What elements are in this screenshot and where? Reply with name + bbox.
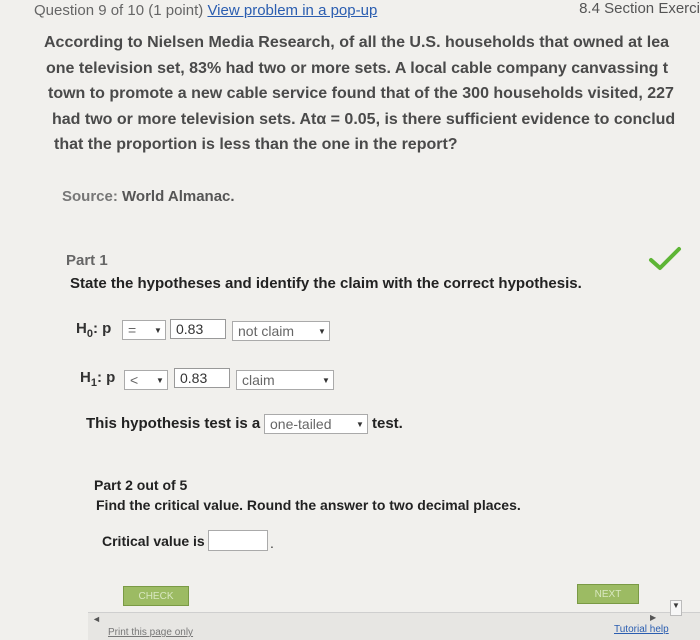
- question-info: Question 9 of 10 (1 point): [34, 2, 204, 19]
- h1-label: $H_1$: p: [80, 369, 116, 389]
- tutorial-link[interactable]: Tutorial help: [614, 624, 669, 635]
- problem-line: had two or more television sets. Atα = 0.05, is there sufficient evidence to conclud: [52, 110, 676, 128]
- correct-check-icon: [648, 246, 682, 277]
- problem-line: one television set, 83% had two or more sets. A local cable company canvassing t: [46, 59, 669, 77]
- test-type-select[interactable]: one-tailed ▼: [264, 414, 368, 434]
- popup-link[interactable]: View problem in a pop-up: [207, 2, 378, 19]
- period: .: [270, 535, 274, 551]
- h0-value-field[interactable]: 0.83: [170, 319, 226, 339]
- scroll-left-icon[interactable]: ◄: [92, 614, 101, 624]
- part2-title: Part 2 out of 5: [94, 477, 188, 493]
- problem-text: [44, 30, 700, 158]
- scroll-down-icon[interactable]: ▼: [670, 600, 682, 616]
- source-value: World Almanac.: [122, 188, 235, 205]
- chevron-down-icon: ▼: [322, 375, 330, 385]
- question-header: [34, 2, 377, 19]
- chevron-down-icon: ▼: [356, 419, 364, 429]
- check-button[interactable]: CHECK: [123, 586, 189, 606]
- test-suffix: test.: [372, 415, 403, 432]
- problem-line: town to promote a new cable service found that of the 300 households visited, 227: [48, 85, 674, 102]
- part1-question: State the hypotheses and identify the claim with the correct hypothesis.: [70, 275, 582, 292]
- chevron-down-icon: ▼: [154, 325, 162, 335]
- h0-operator-select[interactable]: = ▼: [122, 320, 166, 340]
- problem-line: According to Nielsen Media Research, of all the U.S. households that owned at lea: [44, 34, 670, 51]
- source-label: Source:: [62, 188, 118, 205]
- h1-value-field[interactable]: 0.83: [174, 368, 230, 388]
- test-type-line: This hypothesis test is a: [86, 415, 261, 432]
- critical-value-input[interactable]: [208, 530, 268, 551]
- play-icon[interactable]: ▶: [650, 613, 657, 622]
- h0-label: $H_0$: p: [76, 320, 112, 340]
- h0-claim-select[interactable]: not claim ▼: [232, 321, 330, 341]
- h1-operator-select[interactable]: < ▼: [124, 370, 168, 390]
- part2-question: Find the critical value. Round the answer to two decimal places.: [96, 497, 521, 513]
- next-button[interactable]: NEXT: [577, 584, 639, 604]
- chevron-down-icon: ▼: [156, 375, 164, 385]
- section-title: 8.4 Section Exerci: [579, 0, 700, 17]
- print-link[interactable]: Print this page only: [108, 627, 194, 638]
- problem-line: that the proportion is less than the one in the report?: [54, 136, 458, 153]
- source-line: [62, 188, 235, 205]
- h1-claim-select[interactable]: claim ▼: [236, 370, 334, 390]
- part1-title: Part 1: [66, 252, 108, 269]
- chevron-down-icon: ▼: [318, 326, 326, 336]
- critical-value-label: Critical value is: [102, 533, 205, 549]
